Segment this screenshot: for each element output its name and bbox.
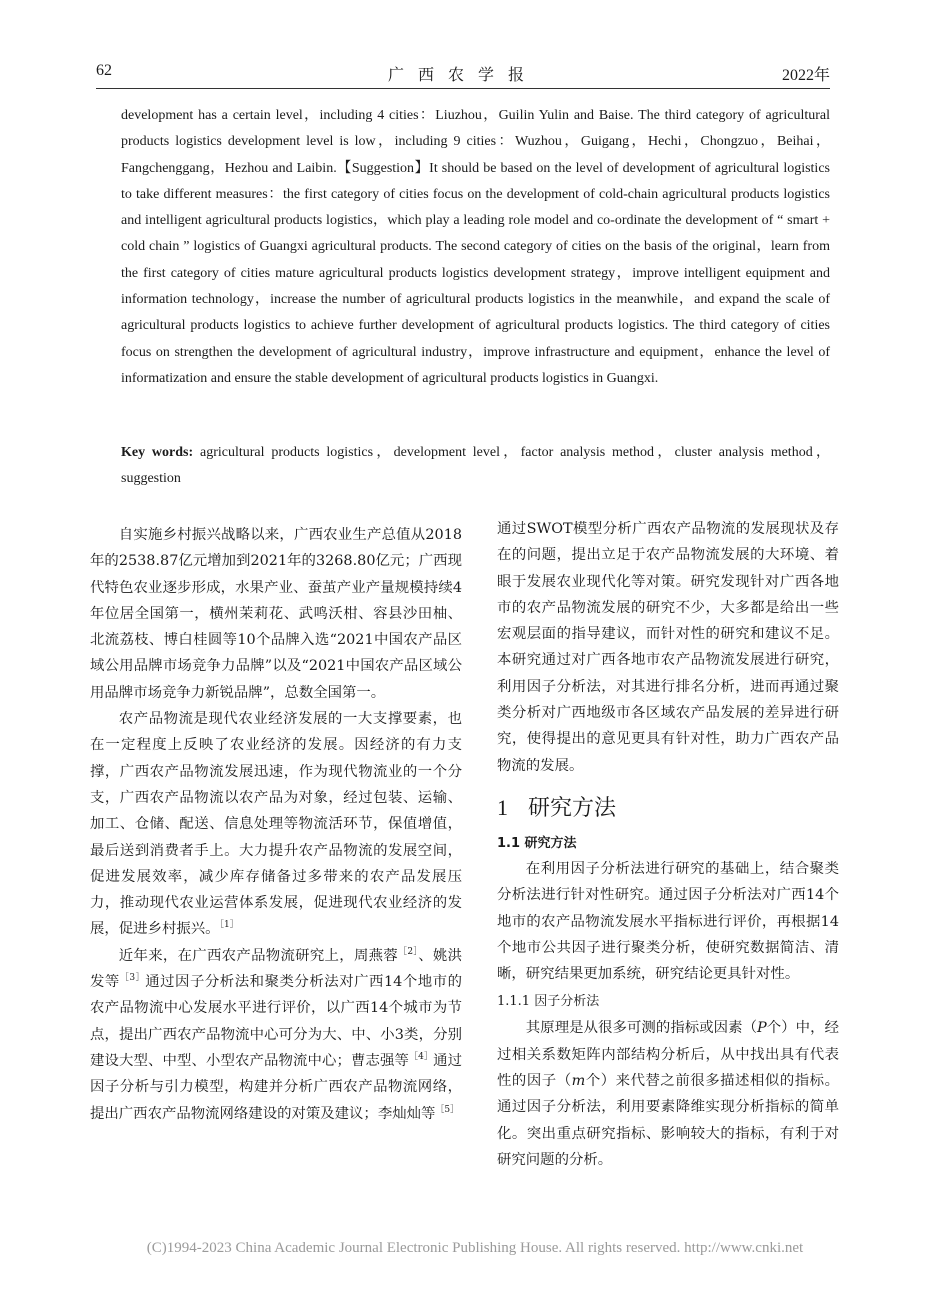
citation-ref: ［5］: [435, 1104, 460, 1115]
paragraph-text: 、姚洪发等: [90, 947, 462, 991]
keywords-text: agricultural products logistics，development level，factor analysis method，cluster analysis method，suggestion: [121, 445, 831, 486]
publication-year: 2022年: [781, 67, 830, 84]
right-column: [497, 516, 839, 1173]
paragraph-text: 通过因子分析法和聚类分析法对广西14个地市的农产品物流中心发展水平进行评价，以广西14个城市为节点，提出广西农产品物流中心可分为大、中、小3类，分别建设大型、中型、小型农产品物流中心；曹志强等: [90, 974, 462, 1069]
citation-ref: ［4］: [409, 1052, 434, 1063]
keywords-block: [121, 440, 830, 492]
left-column: [90, 522, 462, 1127]
paragraph: [90, 706, 462, 943]
paragraph-text: 通过因子分析与引力模型，构建并分析广西农产品物流网络，提出广西农产品物流网络建设的对策及建议；李灿灿等: [90, 1052, 462, 1122]
citation-ref: ［1］: [219, 920, 239, 931]
section-number: 1: [497, 794, 508, 820]
keywords-label: Key words:: [121, 445, 194, 460]
variable: m: [571, 1073, 586, 1090]
paragraph: [90, 943, 462, 1127]
paragraph: 在利用因子分析法进行研究的基础上，结合聚类分析法进行针对性研究。通过因子分析法对广西14个地市的农产品物流发展水平指标进行评价，再根据14个地市公共因子进行聚类分析，使研究数据简洁、清晰，研究结果更加系统，研究结论更具针对性。: [497, 860, 839, 983]
paragraph: [497, 1015, 839, 1173]
section-title: 研究方法: [528, 795, 617, 821]
subsubsection-heading: 1.1.1 因子分析法: [497, 994, 600, 1010]
paragraph-text: 近年来，在广西农产品物流研究上，周燕蓉: [118, 947, 399, 964]
page-header: [96, 62, 830, 90]
paragraph-text: 农产品物流是现代农业经济发展的一大支撑要素，也在一定程度上反映了农业经济的发展。因经济的有力支撑，广西农产品物流发展迅速，作为现代物流业的一个分支，广西农产品物流以农产品为对象，经过包装、运输、加工、仓储、配送、信息处理等物流活环节，保值增值，最后送到消费者手上。大力提升农产品物流的发展空间，促进发展效率，减少库存储备过多带来的农产品发展压力，推动现代农业运营体系发展，促进现代农业经济的发展，促进乡村振兴。: [90, 711, 462, 938]
copyright-footer: (C)1994-2023 China Academic Journal Electronic Publishing House. All rights reserved. http://www.cnki.net: [146, 1240, 804, 1256]
citation-ref: ［2］: [398, 946, 419, 957]
paragraph: 通过SWOT模型分析广西农产品物流的发展现状及存在的问题，提出立足于农产品物流发展的大环境、着眼于发展农业现代化等对策。研究发现针对广西各地市的农产品物流发展的研究不少，大多都是给出一些宏观层面的指导建议，而针对性的研究和建议不足。本研究通过对广西各地市农产品物流发展进行研究，利用因子分析法，对其进行排名分析，进而再通过聚类分析对广西地级市各区域农产品发展的差异进行研究，使得提出的意见更具有针对性，助力广西农产品物流的发展。: [497, 521, 839, 774]
header-rule: [96, 88, 830, 89]
paragraph-text: 个）中，经过相关系数矩阵内部结构分析后，从中找出具有代表性的因子（: [497, 1020, 839, 1090]
subsection-heading: 1.1 研究方法: [497, 835, 577, 851]
paragraph-text: 个）来代替之前很多描述相似的指标。通过因子分析法，利用要素降维实现分析指标的简单化。突出重点研究指标、影响较大的指标，有利于对研究问题的分析。: [497, 1073, 839, 1168]
citation-ref: ［3］: [119, 973, 146, 984]
section-heading: [497, 791, 839, 826]
page-number: 62: [96, 62, 112, 79]
paragraph: 自实施乡村振兴战略以来，广西农业生产总值从2018年的2538.87亿元增加到2021年的3268.80亿元；广西现代特色农业逐步形成，水果产业、蚕茧产业产量规模持续4年位居全国第一，横州茉莉花、武鸣沃柑、容县沙田柚、北流荔枝、博白桂圆等10个品牌入选“2021中国农产品区域公用品牌市场竞争力品牌”以及“2021中国农产品区域公用品牌市场竞争力新锐品牌”，总数全国第一。: [90, 527, 462, 701]
abstract-text: development has a certain level，including 4 cities：Liuzhou，Guilin Yulin and Baise. The third category of agricultural products logistics development level is low，including 9 cities：Wuzhou，Guigang，Hechi，Chongzuo，Beihai，Fangchenggang，Hezhou and Laibin.【Suggestion】It should be based on the level of development of agricultural logistics to take different measures：the first category of cities focus on the development of cold-chain agricultural products logistics and intelligent agricultural products logistics，which play a leading role model and co-ordinate the development of “ smart + cold chain ” logistics of Guangxi agricultural products. The second category of cities on the basis of the original，learn from the first category of cities mature agricultural products logistics development strategy，improve intelligent equipment and information technology，increase the number of agricultural products logistics in the meanwhile，and expand the scale of agricultural products logistics to achieve further development of agricultural products logistics. The third category of cities focus on strengthen the development of agricultural industry，improve infrastructure and equipment，enhance the level of informatization and ensure the stable development of agricultural products logistics in Guangxi.: [121, 108, 830, 386]
paragraph-text: 其原理是从很多可测的指标或因素（: [525, 1020, 758, 1037]
abstract-block: [121, 103, 830, 392]
variable: P: [757, 1020, 767, 1037]
journal-name: 广西农学报: [387, 65, 538, 84]
